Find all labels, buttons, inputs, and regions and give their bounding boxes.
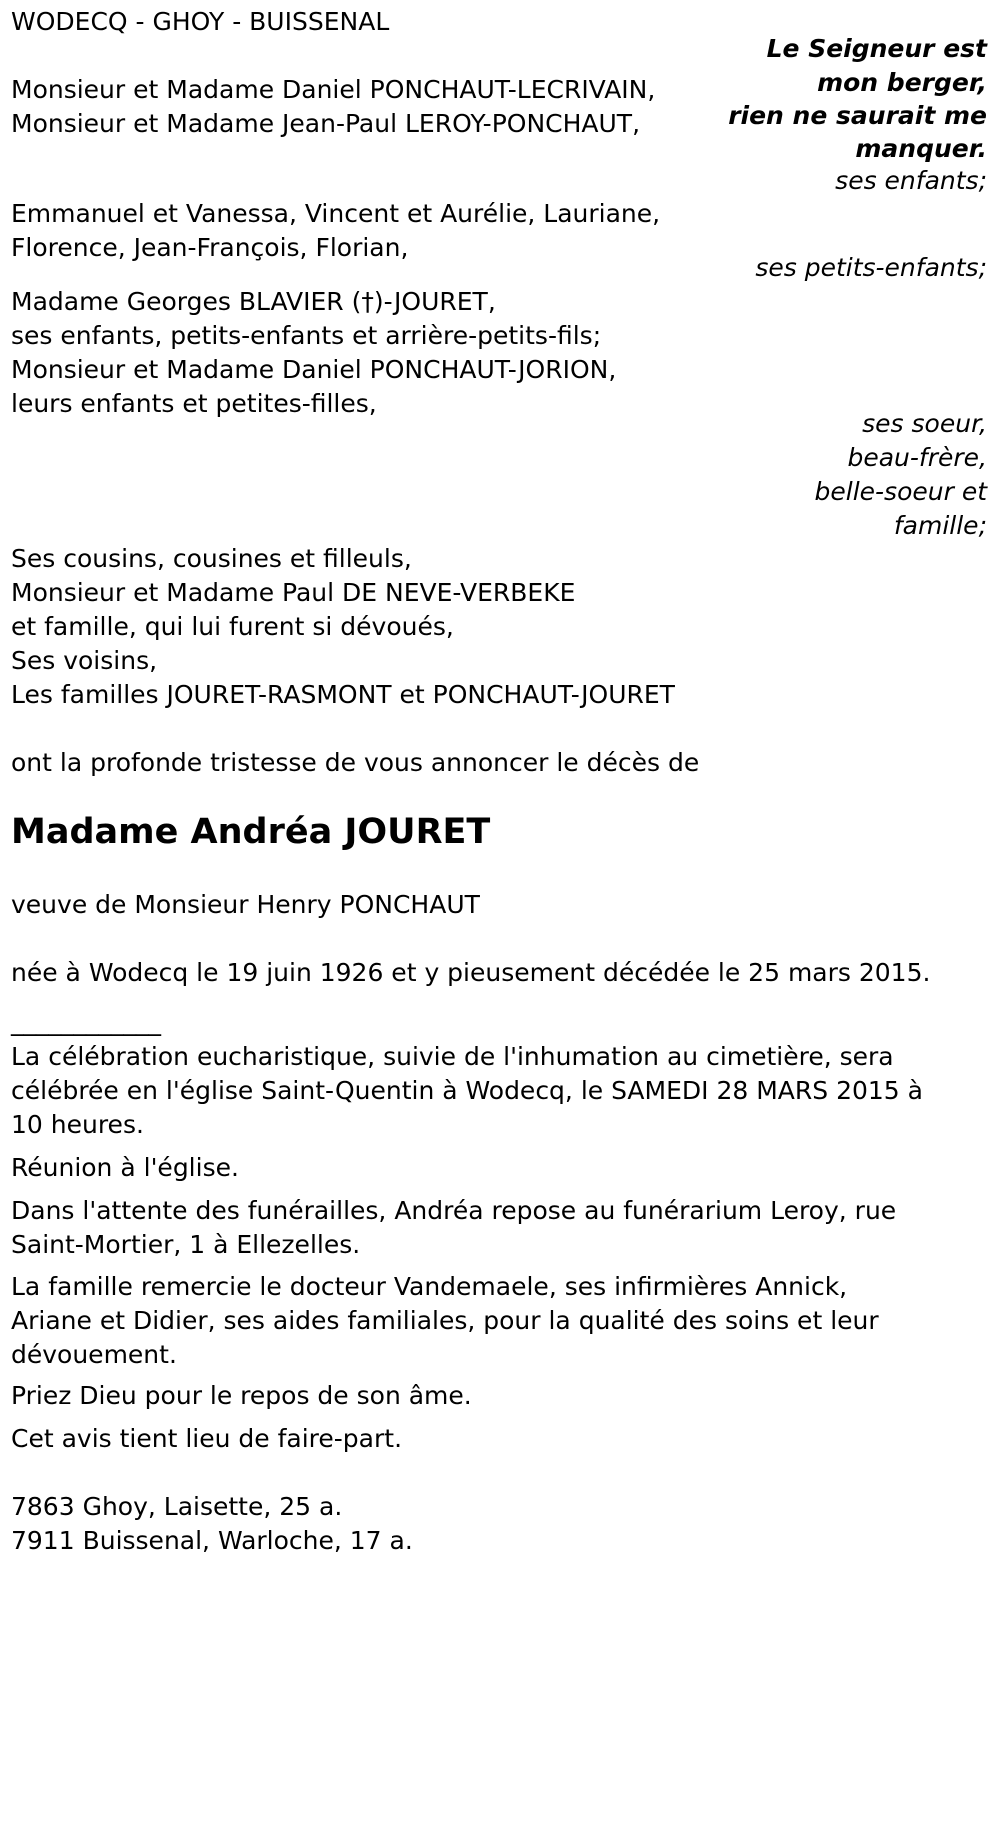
rest-line: Saint-Mortier, 1 à Ellezelles. bbox=[11, 1230, 361, 1259]
deceased-name: Madame Andréa JOURET bbox=[11, 812, 491, 852]
siblings-line: Madame Georges BLAVIER (†)-JOURET, bbox=[11, 287, 496, 316]
thanks-line: dévouement. bbox=[11, 1340, 177, 1369]
meeting-text: Réunion à l'église. bbox=[11, 1153, 239, 1182]
siblings-line: Monsieur et Madame Daniel PONCHAUT-JORION, bbox=[11, 355, 617, 384]
address-line: 7863 Ghoy, Laisette, 25 a. bbox=[11, 1492, 343, 1521]
motto-line: manquer. bbox=[855, 134, 987, 163]
thanks-line: La famille remercie le docteur Vandemaele, ses infirmières Annick, bbox=[11, 1272, 848, 1301]
header-locations: WODECQ - GHOY - BUISSENAL bbox=[11, 7, 390, 36]
siblings-label-line: beau-frère, bbox=[847, 443, 987, 472]
others-line: et famille, qui lui furent si dévoués, bbox=[11, 612, 454, 641]
siblings-line: leurs enfants et petites-filles, bbox=[11, 389, 377, 418]
rest-line: Dans l'attente des funérailles, Andréa repose au funérarium Leroy, rue bbox=[11, 1196, 897, 1225]
widow-of: veuve de Monsieur Henry PONCHAUT bbox=[11, 890, 480, 919]
motto-line: Le Seigneur est bbox=[766, 34, 987, 63]
others-line: Ses voisins, bbox=[11, 646, 158, 675]
ceremony-line: La célébration eucharistique, suivie de l'inhumation au cimetière, sera bbox=[11, 1042, 894, 1071]
ceremony-line: 10 heures. bbox=[11, 1110, 144, 1139]
children-label: ses enfants; bbox=[835, 166, 987, 195]
thanks-line: Ariane et Didier, ses aides familiales, pour la qualité des soins et leur bbox=[11, 1306, 879, 1335]
motto-line: mon berger, bbox=[817, 68, 987, 97]
grandchildren-line: Emmanuel et Vanessa, Vincent et Aurélie, Lauriane, bbox=[11, 199, 661, 228]
children-line: Monsieur et Madame Daniel PONCHAUT-LECRIVAIN, bbox=[11, 75, 656, 104]
separator: ____________ bbox=[11, 1007, 161, 1036]
others-line: Les familles JOURET-RASMONT et PONCHAUT-JOURET bbox=[11, 680, 675, 709]
grandchildren-line: Florence, Jean-François, Florian, bbox=[11, 233, 409, 262]
prayer-text: Priez Dieu pour le repos de son âme. bbox=[11, 1381, 472, 1410]
motto-line: rien ne saurait me bbox=[728, 101, 987, 130]
children-line: Monsieur et Madame Jean-Paul LEROY-PONCHAUT, bbox=[11, 109, 641, 138]
siblings-label-line: belle-soeur et bbox=[814, 477, 987, 506]
others-line: Monsieur et Madame Paul DE NEVE-VERBEKE bbox=[11, 578, 576, 607]
ceremony-line: célébrée en l'église Saint-Quentin à Wodecq, le SAMEDI 28 MARS 2015 à bbox=[11, 1076, 923, 1105]
others-line: Ses cousins, cousines et filleuls, bbox=[11, 544, 412, 573]
address-line: 7911 Buissenal, Warloche, 17 a. bbox=[11, 1526, 413, 1555]
siblings-label-line: ses soeur, bbox=[862, 409, 987, 438]
siblings-label-line: famille; bbox=[893, 511, 987, 540]
birth-death: née à Wodecq le 19 juin 1926 et y pieusement décédée le 25 mars 2015. bbox=[11, 958, 931, 987]
grandchildren-label: ses petits-enfants; bbox=[755, 253, 987, 282]
announcement-intro: ont la profonde tristesse de vous annoncer le décès de bbox=[11, 748, 700, 777]
notice-text: Cet avis tient lieu de faire-part. bbox=[11, 1424, 403, 1453]
siblings-line: ses enfants, petits-enfants et arrière-petits-fils; bbox=[11, 321, 602, 350]
